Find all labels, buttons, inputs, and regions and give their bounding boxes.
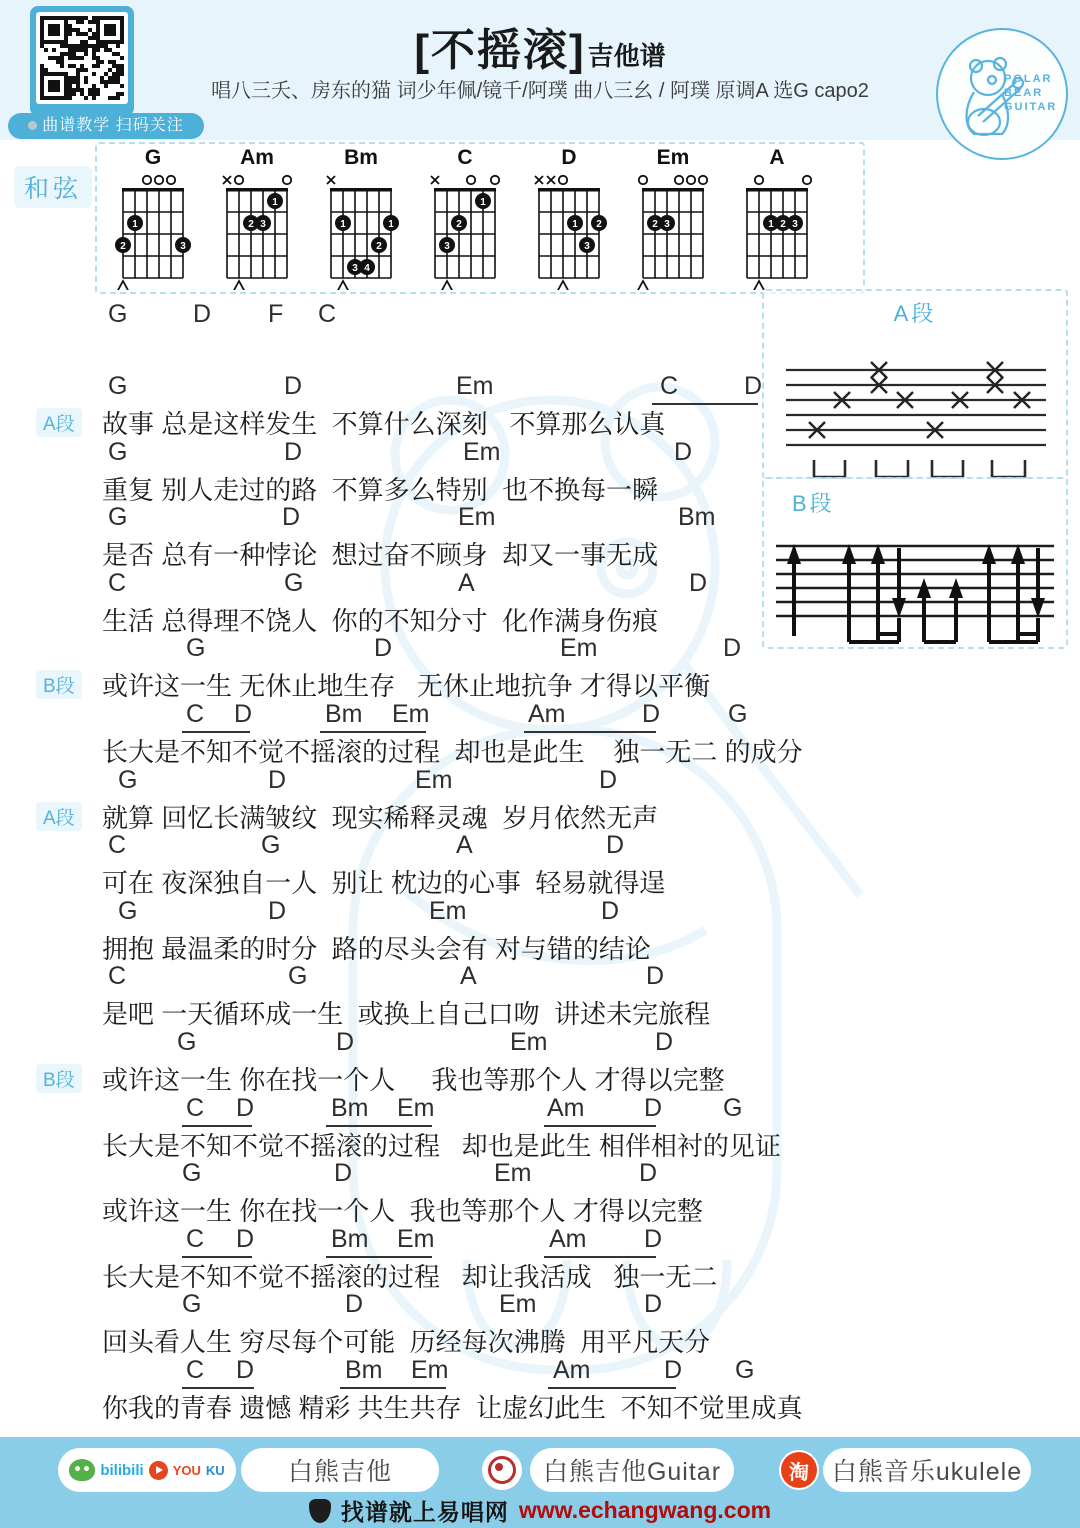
chord-mark-D: D	[236, 1094, 255, 1122]
logo-text	[1004, 72, 1057, 114]
chord-mark-G: G	[108, 503, 128, 531]
chord-mark-D: D	[236, 1225, 255, 1253]
svg-text:4: 4	[364, 262, 370, 274]
chord-mark-C: C	[186, 1225, 205, 1253]
wechat-icon	[69, 1459, 95, 1481]
chord-mark-D: D	[674, 438, 693, 466]
chord-name: Am	[240, 146, 274, 169]
svg-text:2: 2	[376, 240, 382, 252]
chord-mark-Em: Em	[415, 766, 453, 794]
logo-line3: GUITAR	[1004, 101, 1058, 113]
chord-mark-D: D	[599, 766, 618, 794]
svg-text:2: 2	[652, 218, 658, 230]
chord-mark-C: C	[318, 300, 337, 328]
lyric-text: 可在 夜深独自一人 别让 枕边的心事 轻易就得逞	[102, 868, 666, 898]
chord-mark-G: G	[182, 1159, 202, 1187]
chord-mark-C: C	[186, 1356, 205, 1384]
lyric-text: 或许这一生 无休止地生存 无休止地抗争 才得以平衡	[102, 671, 711, 701]
chord-mark-Am: Am	[553, 1356, 591, 1384]
chord-mark-G: G	[186, 634, 206, 662]
lyric-line-6	[100, 700, 860, 766]
lyric-line-11	[43, 1028, 860, 1095]
lyric-line-3	[100, 503, 860, 569]
polar-bear-logo	[936, 28, 1068, 160]
logo-line1: POLAR	[1004, 73, 1053, 85]
svg-text:2: 2	[456, 218, 462, 230]
lyric-text: 或许这一生 你在找一个人 我也等那个人 才得以完整	[102, 1065, 725, 1095]
chord-mark-D: D	[744, 372, 763, 400]
chord-mark-Am: Am	[547, 1094, 585, 1122]
chord-underline	[652, 403, 758, 405]
chord-mark-C: C	[108, 569, 127, 597]
chord-mark-D: D	[268, 766, 287, 794]
chord-mark-Bm: Bm	[331, 1094, 369, 1122]
chord-mark-Em: Em	[463, 438, 501, 466]
lyric-line-1	[43, 372, 860, 439]
chord-mark-Em: Em	[494, 1159, 532, 1187]
chord-mark-Bm: Bm	[325, 700, 363, 728]
lyric-line-14	[100, 1225, 860, 1291]
svg-text:1: 1	[272, 196, 278, 208]
svg-text:3: 3	[260, 218, 266, 230]
chord-mark-D: D	[284, 438, 303, 466]
svg-text:1: 1	[132, 218, 138, 230]
chord-mark-D: D	[644, 1094, 663, 1122]
chord-mark-C: C	[660, 372, 679, 400]
chord-mark-Em: Em	[397, 1225, 435, 1253]
chord-mark-Em: Em	[411, 1356, 449, 1384]
site-slogan: 找谱就上易唱网	[340, 1499, 509, 1525]
chord-mark-D: D	[282, 503, 301, 531]
lyric-line-5	[43, 634, 860, 701]
channel2-label: 白熊吉他Guitar	[542, 1458, 722, 1486]
chord-mark-Em: Em	[392, 700, 430, 728]
lyric-line-8	[100, 831, 860, 897]
chord-mark-D: D	[639, 1159, 658, 1187]
channel-name-pill	[241, 1448, 439, 1492]
chord-mark-G: G	[108, 372, 128, 400]
svg-text:2: 2	[596, 218, 602, 230]
svg-text:1: 1	[480, 196, 486, 208]
chords-section-label: 和弦	[14, 166, 92, 208]
bilibili-logo: bilibili	[100, 1461, 144, 1479]
svg-text:1: 1	[340, 218, 346, 230]
chord-mark-C: C	[186, 700, 205, 728]
chord-name: A	[769, 146, 785, 169]
svg-text:2: 2	[248, 218, 254, 230]
chord-mark-Am: Am	[549, 1225, 587, 1253]
lyric-text: 长大是不知不觉不摇滚的过程 却也是此生 相伴相衬的见证	[102, 1131, 781, 1161]
lyric-line-7	[43, 766, 860, 833]
lyric-line-2	[100, 438, 860, 504]
chord-mark-D: D	[642, 700, 661, 728]
guitar-pick-icon	[309, 1499, 331, 1523]
lyric-line-10	[100, 962, 860, 1028]
chord-mark-Em: Em	[499, 1290, 537, 1318]
chord-mark-A: A	[456, 831, 473, 859]
site-credit-line	[0, 1494, 1080, 1527]
chord-mark-Em: Em	[456, 372, 494, 400]
chord-mark-D: D	[236, 1356, 255, 1384]
svg-text:3: 3	[664, 218, 670, 230]
chord-mark-C: C	[186, 1094, 205, 1122]
chord-name: D	[561, 146, 577, 169]
chord-mark-Em: Em	[397, 1094, 435, 1122]
lyric-text: 长大是不知不觉不摇滚的过程 却也是此生 独一无二 的成分	[102, 737, 803, 767]
chord-mark-D: D	[723, 634, 742, 662]
chord-mark-Em: Em	[429, 897, 467, 925]
lyric-line-4	[100, 569, 860, 635]
chord-mark-G: G	[108, 438, 128, 466]
pattern-b-title: B段	[792, 491, 835, 516]
chord-mark-Em: Em	[458, 503, 496, 531]
chord-mark-C: C	[108, 831, 127, 859]
qr-caption: 曲谱教学 扫码关注	[8, 113, 204, 139]
youku-logo-a: YOU	[172, 1462, 201, 1478]
chord-name: Em	[656, 146, 690, 169]
chord-mark-C: C	[108, 962, 127, 990]
chord-mark-G: G	[177, 1028, 197, 1056]
chord-mark-G: G	[723, 1094, 743, 1122]
chord-mark-G: G	[735, 1356, 755, 1384]
lyric-text: 是吧 一天循环成一生 或换上自己口吻 讲述未完旅程	[102, 999, 711, 1029]
lyric-text: 或许这一生 你在找一个人 我也等那个人 才得以完整	[102, 1196, 703, 1226]
strum-pattern-a	[762, 289, 1068, 479]
chord-mark-D: D	[334, 1159, 353, 1187]
sheet-type-label: 吉他谱	[587, 41, 666, 71]
lyric-text: 重复 别人走过的路 不算多么特别 也不换每一瞬	[102, 475, 659, 505]
lyric-line-16	[100, 1356, 860, 1422]
chord-mark-A: A	[458, 569, 475, 597]
lyric-line-12	[100, 1094, 860, 1160]
lyric-text: 就算 回忆长满皱纹 现实稀释灵魂 岁月依然无声	[102, 803, 659, 833]
lyric-line-15	[100, 1290, 860, 1356]
site-url: www.echangwang.com	[518, 1497, 772, 1523]
lyric-text: 回头看人生 穷尽每个可能 历经每次沸腾 用平凡天分	[102, 1327, 711, 1357]
svg-text:1: 1	[768, 218, 774, 230]
chord-mark-G: G	[108, 300, 128, 328]
chord-mark-D: D	[345, 1290, 364, 1318]
chord-mark-D: D	[601, 897, 620, 925]
taobao-shop-pill	[823, 1448, 1031, 1492]
svg-text:2: 2	[780, 218, 786, 230]
lyric-text: 生活 总得理不饶人 你的不知分寸 化作满身伤痕	[102, 606, 659, 636]
chord-mark-G: G	[118, 766, 138, 794]
svg-text:2: 2	[120, 240, 126, 252]
chord-mark-G: G	[284, 569, 304, 597]
channel1-label: 白熊吉他	[287, 1458, 392, 1486]
lyric-text: 长大是不知不觉不摇滚的过程 却让我活成 独一无二	[102, 1262, 718, 1292]
chord-mark-D: D	[284, 372, 303, 400]
lyric-text: 拥抱 最温柔的时分 路的尽头会有 对与错的结论	[102, 934, 651, 964]
chord-mark-G: G	[728, 700, 748, 728]
chord-mark-D: D	[606, 831, 625, 859]
chord-mark-D: D	[664, 1356, 683, 1384]
chord-mark-D: D	[234, 700, 253, 728]
weibo-icon	[482, 1450, 522, 1490]
chord-mark-Bm: Bm	[345, 1356, 383, 1384]
chord-mark-D: D	[336, 1028, 355, 1056]
channel3-label: 白熊音乐ukulele	[831, 1458, 1023, 1486]
svg-text:3: 3	[444, 240, 450, 252]
chord-mark-D: D	[689, 569, 708, 597]
taobao-icon	[779, 1450, 819, 1490]
lyric-text: 故事 总是这样发生 不算什么深刻 不算那么认真	[102, 409, 666, 439]
chord-name: Bm	[344, 146, 378, 169]
pattern-a-staff	[764, 328, 1062, 484]
svg-text:3: 3	[180, 240, 186, 252]
chord-name: C	[457, 146, 473, 169]
song-credits: 唱八三夭、房东的猫 词少年佩/镜千/阿璞 曲八三幺 / 阿璞 原调A 选G capo2	[211, 80, 869, 102]
chord-name: G	[144, 146, 162, 169]
svg-text:3: 3	[584, 240, 590, 252]
song-title: [不摇滚]	[414, 26, 586, 75]
pattern-a-title: A段	[893, 301, 937, 326]
chord-mark-G: G	[182, 1290, 202, 1318]
section-badge: B段	[36, 670, 82, 699]
section-badge: B段	[36, 1064, 82, 1093]
chord-mark-Bm: Bm	[678, 503, 716, 531]
svg-text:1: 1	[572, 218, 578, 230]
chord-mark-Bm: Bm	[331, 1225, 369, 1253]
footer	[0, 1437, 1080, 1528]
section-badge: A段	[36, 408, 82, 437]
social-logos-pill	[58, 1448, 236, 1492]
chord-mark-D: D	[193, 300, 212, 328]
strum-pattern-b	[762, 477, 1068, 649]
lyric-text: 是否 总有一种悖论 想过奋不顾身 却又一事无成	[102, 540, 659, 570]
svg-text:3: 3	[352, 262, 358, 274]
chord-mark-D: D	[374, 634, 393, 662]
chord-mark-D: D	[644, 1225, 663, 1253]
chord-mark-D: D	[655, 1028, 674, 1056]
pattern-b-staff	[764, 518, 1062, 648]
chord-mark-D: D	[644, 1290, 663, 1318]
section-badge: A段	[36, 802, 82, 831]
chord-mark-Em: Em	[560, 634, 598, 662]
chord-mark-G: G	[118, 897, 138, 925]
chord-mark-D: D	[268, 897, 287, 925]
weibo-eye-glyph	[488, 1456, 516, 1484]
svg-text:3: 3	[792, 218, 798, 230]
youku-play-icon	[149, 1461, 168, 1480]
chord-mark-Em: Em	[510, 1028, 548, 1056]
chord-mark-F: F	[268, 300, 284, 328]
weibo-account-pill	[530, 1448, 734, 1492]
chord-mark-A: A	[460, 962, 477, 990]
lyric-line-13	[100, 1159, 860, 1225]
chord-mark-G: G	[288, 962, 308, 990]
svg-text:1: 1	[388, 218, 394, 230]
lyric-line-0	[100, 300, 860, 366]
chord-mark-D: D	[646, 962, 665, 990]
youku-logo-b: KU	[205, 1462, 225, 1478]
logo-line2: BEAR	[1004, 87, 1044, 99]
chord-mark-Am: Am	[528, 700, 566, 728]
chord-mark-G: G	[261, 831, 281, 859]
lyric-text: 你我的青春 遗憾 精彩 共生共存 让虚幻此生 不知不觉里成真	[102, 1393, 803, 1423]
lyric-line-9	[100, 897, 860, 963]
taobao-glyph: 淘	[781, 1452, 817, 1488]
